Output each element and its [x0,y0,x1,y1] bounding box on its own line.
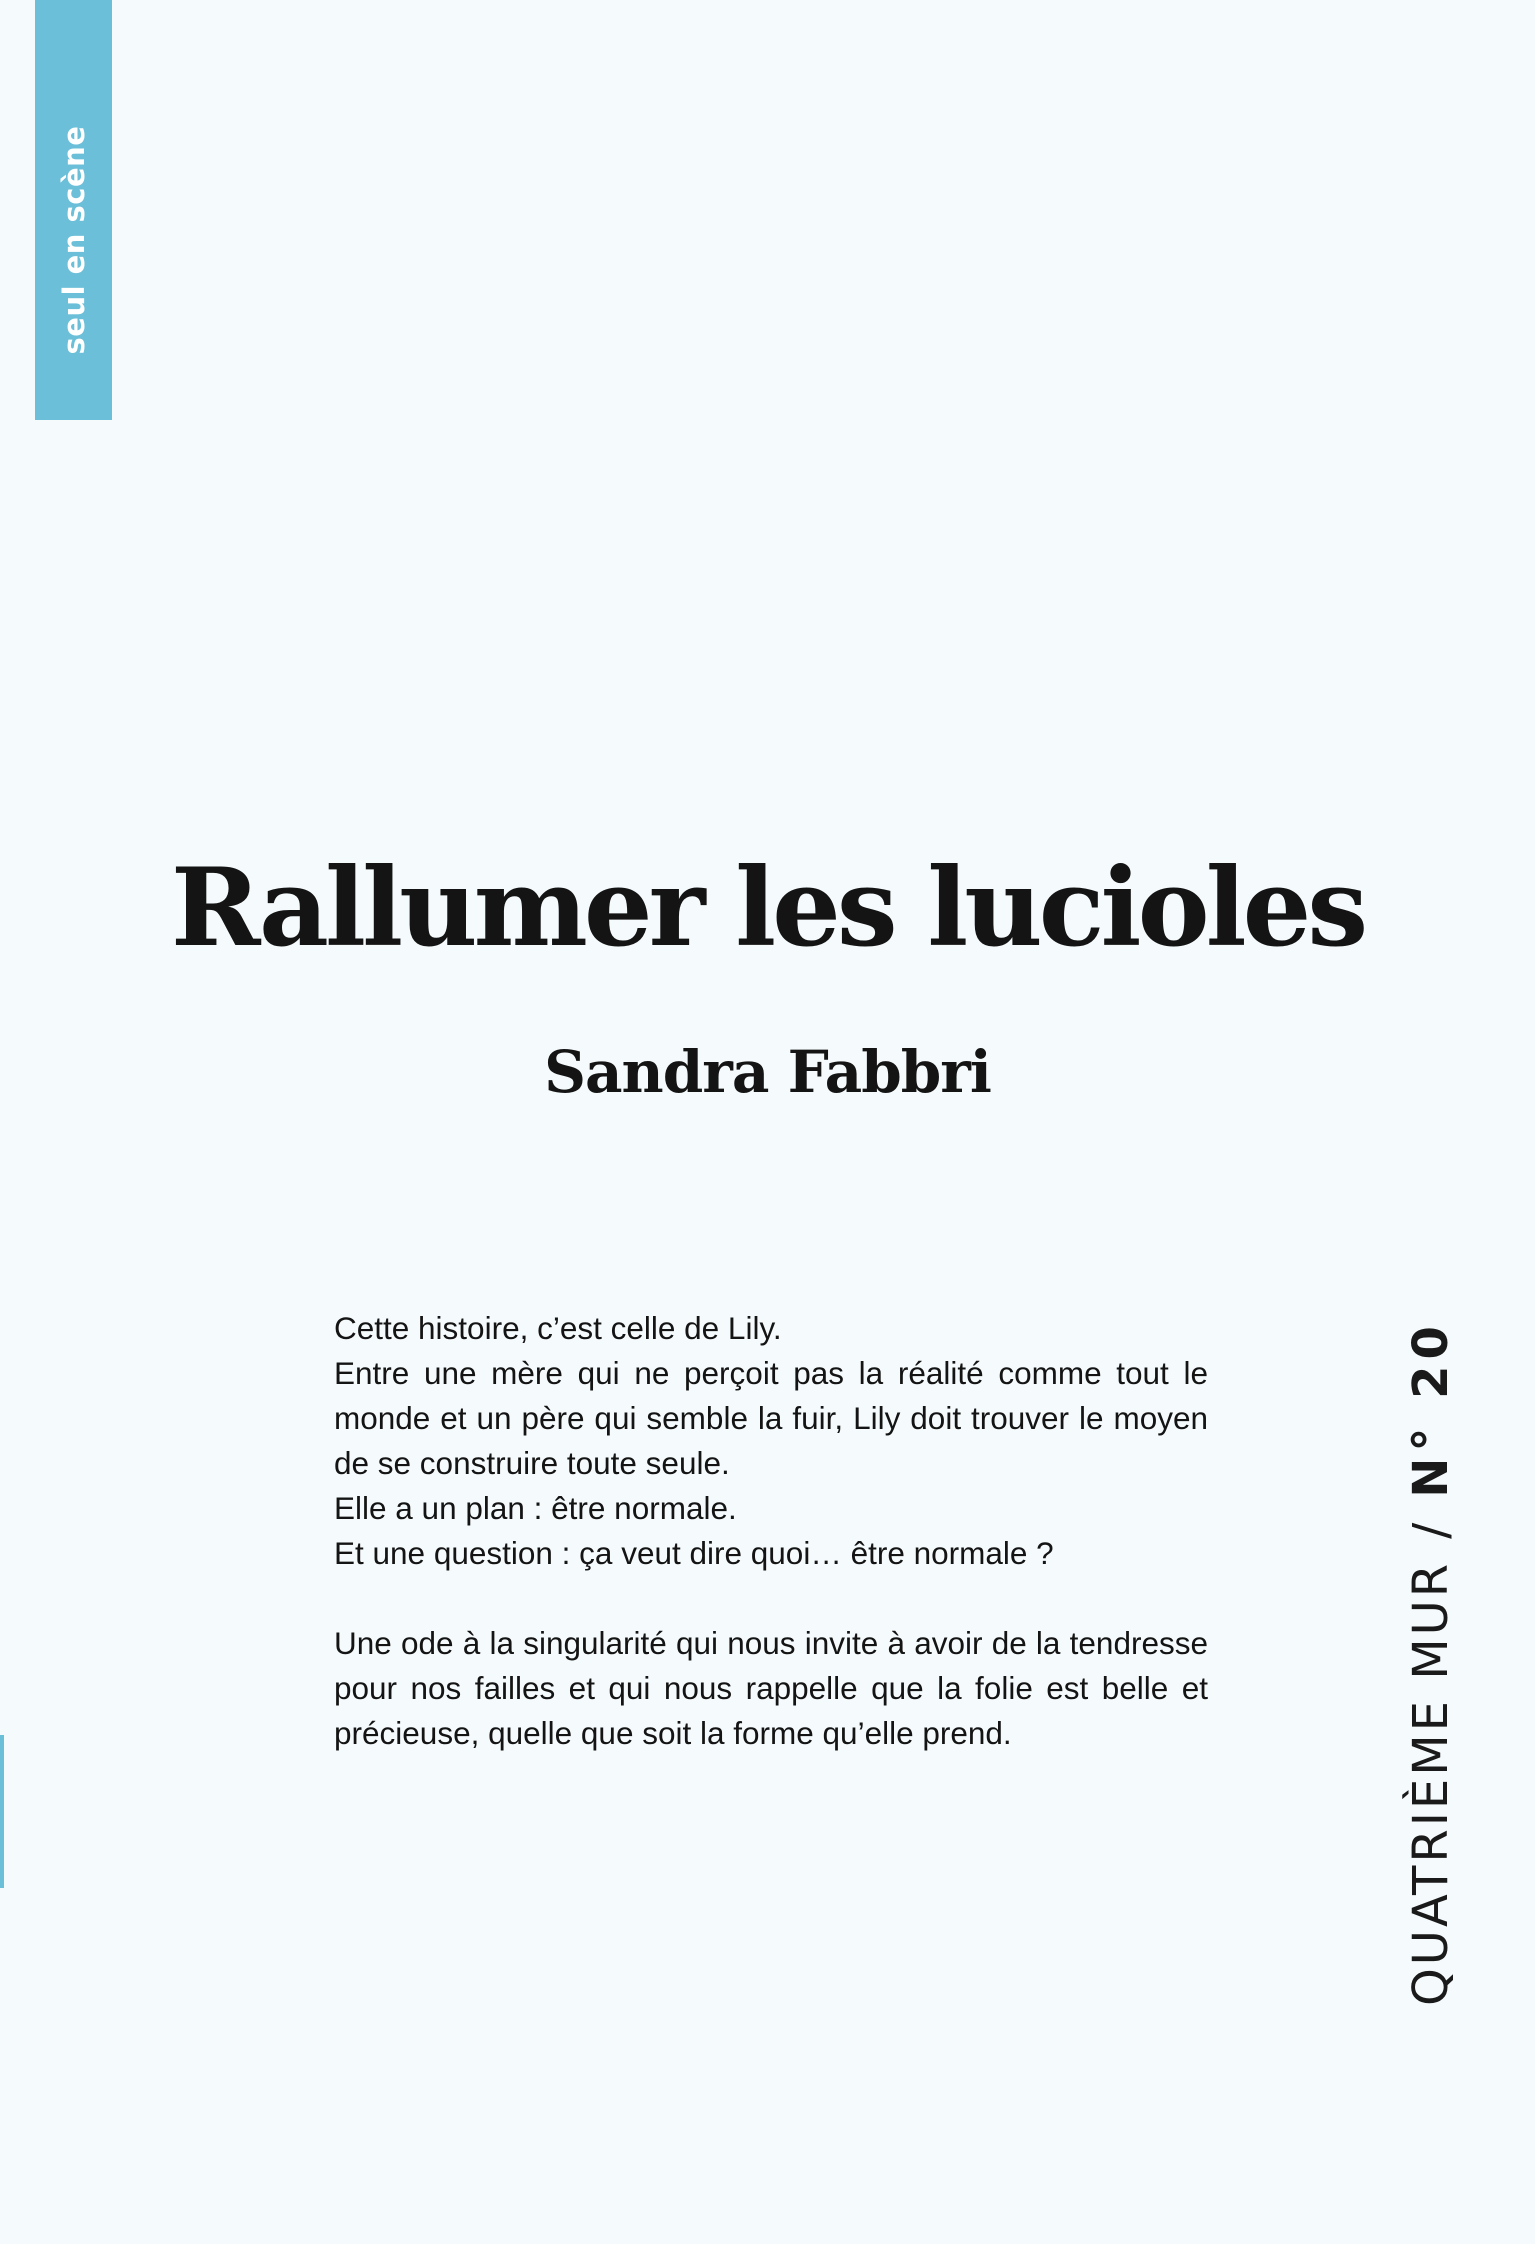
series-separator: / [1403,1519,1459,1539]
blurb-paragraph: Une ode à la singularité qui nous invite à avoir de la tendresse pour nos failles et qui nous rappelle que la folie est belle et précieuse, quelle que soit la forme qu’elle prend. [334,1625,1208,1751]
paragraph-spacer [334,1576,1208,1621]
series-name: QUATRIÈME MUR [1403,1560,1459,2006]
book-author: Sandra Fabbri [544,1038,991,1106]
series-label [1403,1320,1459,2006]
book-title: Rallumer les lucioles [170,845,1365,971]
blurb-line: Et une question : ça veut dire quoi… être normale ? [334,1535,1054,1571]
collection-tab [35,0,112,420]
collection-label: seul en scène [56,125,91,355]
series-number: N° 20 [1403,1320,1459,1498]
blurb-line: Entre une mère qui ne perçoit pas la réalité comme tout le monde et un père qui semble la fuir, Lily doit trouver le moyen de se construire toute seule. [334,1355,1208,1481]
blurb-line: Elle a un plan : être normale. [334,1490,737,1526]
edge-marker [0,1735,4,1888]
blurb-line: Cette histoire, c’est celle de Lily. [334,1310,782,1346]
back-cover-blurb [334,1306,1208,1756]
